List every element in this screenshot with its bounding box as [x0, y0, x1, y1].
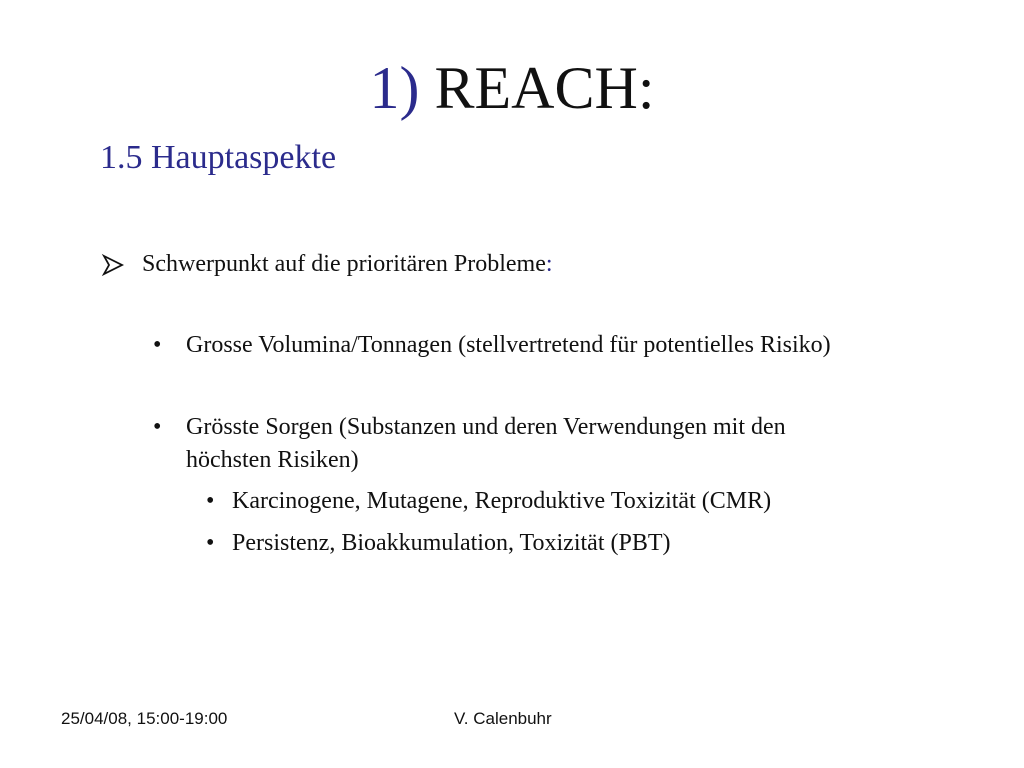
title-number: 1): [369, 55, 420, 121]
main-point-colon: :: [545, 251, 553, 277]
main-point: [142, 247, 553, 281]
sub-bullet-item-1: Karcinogene, Mutagene, Reproduktive Toxizität (CMR): [232, 488, 772, 514]
bullet-item-2-line-2: höchsten Risiken): [186, 447, 359, 473]
bullet-item-1: Grosse Volumina/Tonnagen (stellvertretend für potentielles Risiko): [186, 332, 831, 358]
title-word: REACH:: [434, 55, 655, 121]
bullet-item-2-line-1: Grösste Sorgen (Substanzen und deren Verwendungen mit den: [186, 414, 786, 440]
main-point-text: Schwerpunkt auf die prioritären Probleme: [142, 251, 546, 277]
footer-author: V. Calenbuhr: [454, 709, 552, 728]
slide-title: [0, 48, 1024, 128]
sub-bullet-dot-icon: •: [206, 488, 215, 514]
bullet-dot-icon: •: [153, 332, 162, 358]
sub-bullet-item-2: Persistenz, Bioakkumulation, Toxizität (PBT): [232, 530, 671, 556]
bullet-dot-icon: •: [153, 414, 162, 440]
footer-date: 25/04/08, 15:00-19:00: [61, 709, 228, 728]
sub-bullet-dot-icon: •: [206, 530, 215, 556]
slide-subtitle: 1.5 Hauptaspekte: [100, 139, 337, 176]
arrow-bullet-icon: [100, 253, 126, 277]
